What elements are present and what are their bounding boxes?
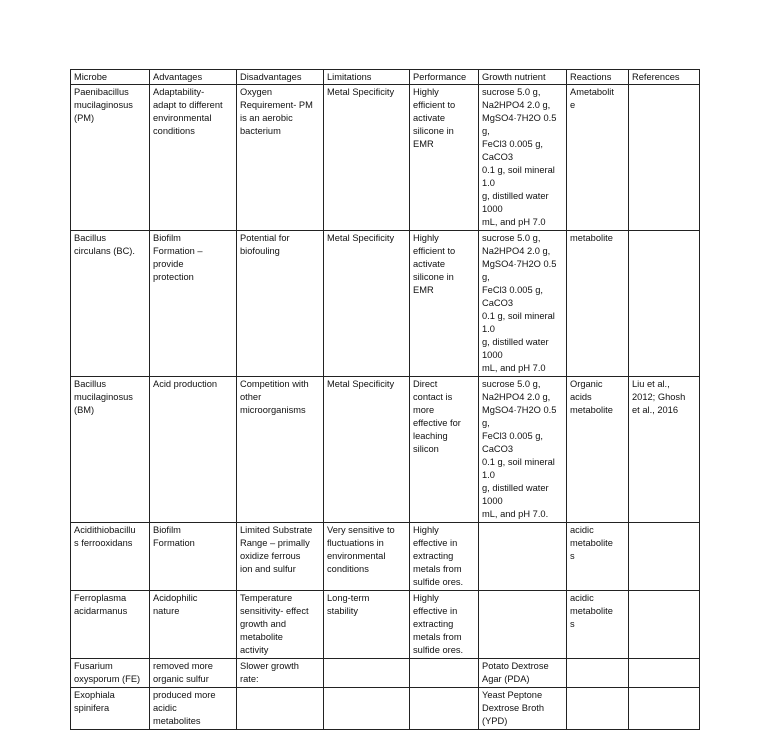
header-growth-nutrient: Growth nutrient	[479, 70, 567, 85]
reactions-cell: acidic metabolite s	[570, 593, 613, 629]
disadvantages-cell: Limited Substrate Range – primally oxidize ferrous ion and sulfur	[240, 525, 313, 574]
table-row	[71, 523, 700, 591]
growth-nutrient-cell: sucrose 5.0 g, Na2HPO4 2.0 g, MgSO4·7H2O 0.5 g, FeCl3 0.005 g, CaCO3 0.1 g, soil mineral 1.0 g, distilled water 1000 mL, and pH 7.0	[482, 87, 557, 227]
advantages-cell: produced more acidic metabolites	[153, 690, 216, 726]
performance-cell: Highly efficient to activate silicone in EMR	[413, 87, 456, 149]
advantages-cell: Biofilm Formation	[153, 525, 195, 548]
reactions-cell: acidic metabolite s	[570, 525, 613, 561]
microbe-cell: Paenibacillus mucilaginosus (PM)	[74, 87, 133, 123]
disadvantages-cell: Temperature sensitivity- effect growth and metabolite activity	[240, 593, 309, 655]
table-row	[71, 688, 700, 730]
microbe-cell: Exophiala spinifera	[74, 690, 115, 713]
table-row	[71, 231, 700, 377]
limitations-cell: Metal Specificity	[327, 233, 395, 243]
growth-nutrient-cell: sucrose 5.0 g, Na2HPO4 2.0 g, MgSO4·7H2O 0.5 g, FeCl3 0.005 g, CaCO3 0.1 g, soil mineral 1.0 g, distilled water 1000 mL, and pH 7.0	[482, 233, 557, 373]
header-disadvantages: Disadvantages	[237, 70, 324, 85]
microbe-cell: Bacillus mucilaginosus (BM)	[74, 379, 133, 415]
growth-nutrient-cell: sucrose 5.0 g, Na2HPO4 2.0 g, MgSO4·7H2O 0.5 g, FeCl3 0.005 g, CaCO3 0.1 g, soil mineral 1.0 g, distilled water 1000 mL, and pH 7.0.	[482, 379, 557, 519]
microbe-cell: Bacillus circulans (BC).	[74, 233, 135, 256]
advantages-cell: removed more organic sulfur	[153, 661, 213, 684]
growth-nutrient-cell: Yeast Peptone Dextrose Broth (YPD)	[482, 690, 545, 726]
reactions-cell: Ametabolit e	[570, 87, 614, 110]
microbe-cell: Fusarium oxysporum (FE)	[74, 661, 141, 684]
reactions-cell: Organic acids metabolite	[570, 379, 613, 415]
performance-cell: Highly effective in extracting metals from sulfide ores.	[413, 593, 464, 655]
performance-cell: Highly efficient to activate silicone in EMR	[413, 233, 456, 295]
performance-cell: Highly effective in extracting metals from sulfide ores.	[413, 525, 464, 587]
microbe-comparison-table	[70, 69, 700, 730]
limitations-cell: Long-term stability	[327, 593, 370, 616]
microbe-cell: Acidithiobacillu s ferrooxidans	[74, 525, 136, 548]
disadvantages-cell: Competition with other microorganisms	[240, 379, 309, 415]
table-row	[71, 85, 700, 231]
advantages-cell: Adaptability- adapt to different environmental conditions	[153, 87, 223, 136]
references-cell: Liu et al., 2012; Ghosh et al., 2016	[632, 379, 686, 415]
disadvantages-cell: Potential for biofouling	[240, 233, 290, 256]
microbe-cell: Ferroplasma acidarmanus	[74, 593, 128, 616]
advantages-cell: Acid production	[153, 379, 218, 389]
table-row	[71, 659, 700, 688]
header-microbe: Microbe	[71, 70, 150, 85]
limitations-cell: Very sensitive to fluctuations in environmental conditions	[327, 525, 395, 574]
header-advantages: Advantages	[150, 70, 237, 85]
advantages-cell: Acidophilic nature	[153, 593, 198, 616]
header-references: References	[629, 70, 700, 85]
limitations-cell: Metal Specificity	[327, 87, 395, 97]
performance-cell: Direct contact is more effective for leaching silicon	[413, 379, 461, 454]
growth-nutrient-cell: Potato Dextrose Agar (PDA)	[482, 661, 549, 684]
disadvantages-cell: Oxygen Requirement- PM is an aerobic bacterium	[240, 87, 313, 136]
disadvantages-cell: Slower growth rate:	[240, 661, 299, 684]
table-header-row	[71, 70, 700, 85]
advantages-cell: Biofilm Formation – provide protection	[153, 233, 203, 282]
limitations-cell: Metal Specificity	[327, 379, 395, 389]
reactions-cell: metabolite	[570, 233, 613, 243]
header-performance: Performance	[410, 70, 479, 85]
header-reactions: Reactions	[567, 70, 629, 85]
table-row	[71, 591, 700, 659]
header-limitations: Limitations	[324, 70, 410, 85]
table-row	[71, 377, 700, 523]
